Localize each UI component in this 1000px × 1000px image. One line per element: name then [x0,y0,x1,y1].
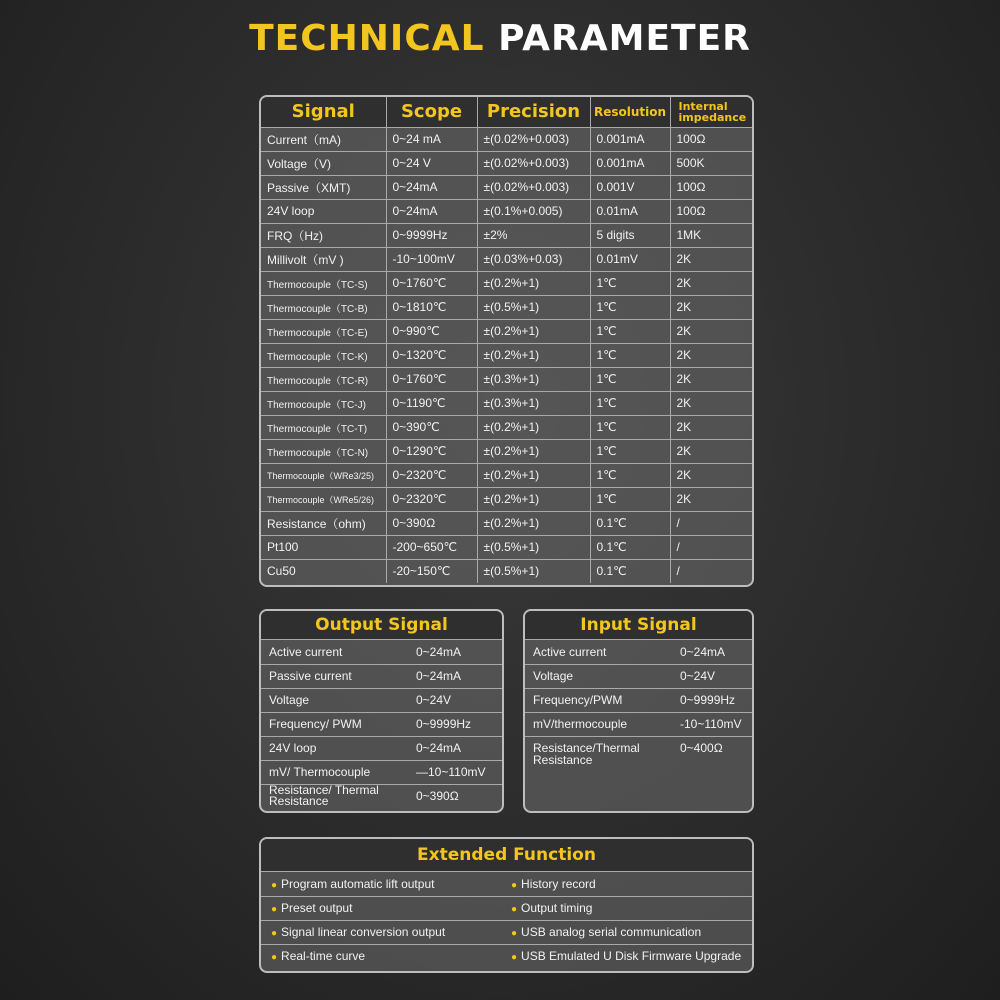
table-row [261,736,502,760]
feature-item [261,944,501,968]
feature-label: Program automatic lift output [281,876,435,891]
scope-cell: 0~1760℃ [386,367,477,391]
table-row [261,640,502,664]
impedance-cell: / [670,559,752,583]
bullet-icon: ● [511,928,518,939]
signal-label: 24V loop [261,736,408,760]
impedance-cell: 2K [670,319,752,343]
signal-range: —10~110mV [408,760,502,784]
impedance-cell: 100Ω [670,175,752,199]
signal-label: Active current [261,640,408,664]
table-row [261,559,752,583]
bullet-icon: ● [511,952,518,964]
output-signal-panel [259,609,504,813]
signal-label: Passive current [261,664,408,688]
feature-item [501,896,752,920]
feature-label: USB analog serial communication [521,925,702,939]
table-row [261,343,752,367]
scope-cell: 0~24 V [386,151,477,175]
table-row [525,640,752,664]
signal-cell: Thermocouple（TC-N) [261,439,386,463]
signal-range: 0~24mA [408,640,502,664]
resolution-cell: 1℃ [590,343,670,367]
precision-cell: ±(0.2%+1) [477,319,590,343]
impedance-cell: 100Ω [670,199,752,223]
precision-cell: ±(0.2%+1) [477,343,590,367]
page-title [0,18,1000,59]
bullet-icon: ● [271,879,278,891]
table-row [525,736,752,766]
signal-range: 0~24V [672,664,752,688]
impedance-cell: 2K [670,463,752,487]
feature-label: History record [521,876,596,891]
signal-range: 0~400Ω [680,740,723,755]
input-signal-title: Input Signal [525,611,752,640]
impedance-cell: 2K [670,271,752,295]
signal-cell: Voltage（V) [261,151,386,175]
table-row [261,463,752,487]
scope-cell: 0~24mA [386,175,477,199]
title-part2: PARAMETER [498,18,751,59]
resolution-cell: 0.001mA [590,151,670,175]
feature-item [501,872,752,896]
table-row [261,127,752,151]
table-row [261,535,752,559]
signal-range: 0~24mA [408,736,502,760]
feature-label: Real-time curve [281,949,366,964]
scope-cell: 0~2320℃ [386,463,477,487]
resolution-cell: 0.01mV [590,247,670,271]
scope-cell: 0~1760℃ [386,271,477,295]
feature-item [501,944,752,968]
impedance-cell: 2K [670,439,752,463]
precision-cell: ±(0.1%+0.005) [477,199,590,223]
output-signal-title: Output Signal [261,611,502,640]
scope-cell: -10~100mV [386,247,477,271]
signal-range: 0~9999Hz [672,688,752,712]
precision-cell: ±(0.5%+1) [477,295,590,319]
resolution-cell: 0.001mA [590,127,670,151]
table-row [261,439,752,463]
list-item [261,896,752,920]
table-row [261,415,752,439]
table-row [261,247,752,271]
table-row [261,784,502,808]
scope-cell: 0~1290℃ [386,439,477,463]
feature-label: Signal linear conversion output [281,925,446,939]
feature-label: USB Emulated U Disk Firmware Upgrade [521,949,742,964]
scope-cell: -20~150℃ [386,559,477,583]
impedance-cell: 2K [670,487,752,511]
signal-cell: Current（mA) [261,127,386,151]
signal-cell: Cu50 [261,559,386,583]
precision-cell: ±(0.2%+1) [477,271,590,295]
table-row [261,175,752,199]
table-row [261,688,502,712]
table-row [261,391,752,415]
resolution-cell: 1℃ [590,295,670,319]
resolution-cell: 1℃ [590,415,670,439]
resolution-cell: 0.001V [590,175,670,199]
feature-item [261,896,501,920]
signal-cell: Thermocouple（TC-T) [261,415,386,439]
precision-cell: ±(0.02%+0.003) [477,151,590,175]
signal-range: 0~24mA [408,664,502,688]
impedance-cell: 2K [670,343,752,367]
precision-cell: ±(0.5%+1) [477,535,590,559]
signal-label: mV/ Thermocouple [261,760,408,784]
signal-cell: Thermocouple（TC-K) [261,343,386,367]
scope-cell: 0~1190℃ [386,391,477,415]
signal-cell: Passive（XMT) [261,175,386,199]
scope-cell: 0~2320℃ [386,487,477,511]
precision-cell: ±(0.02%+0.003) [477,175,590,199]
scope-cell: 0~9999Hz [386,223,477,247]
signal-cell: Pt100 [261,535,386,559]
signal-cell: Thermocouple（TC-R) [261,367,386,391]
signal-cell: FRQ（Hz) [261,223,386,247]
precision-cell: ±(0.02%+0.003) [477,127,590,151]
scope-cell: 0~24mA [386,199,477,223]
impedance-cell: 100Ω [670,127,752,151]
table-row [261,223,752,247]
precision-cell: ±(0.5%+1) [477,559,590,583]
extended-function-title: Extended Function [261,839,752,872]
precision-cell: ±(0.2%+1) [477,415,590,439]
signal-label: Voltage [261,688,408,712]
signal-label: mV/thermocouple [525,712,672,736]
table-row [261,511,752,535]
scope-cell: 0~990℃ [386,319,477,343]
header-scope: Scope [386,97,477,127]
resolution-cell: 1℃ [590,271,670,295]
signal-label: Resistance/Thermal Resistance [533,740,640,767]
scope-cell: 0~390Ω [386,511,477,535]
resolution-cell: 0.01mA [590,199,670,223]
table-row [261,712,502,736]
signal-cell: 24V loop [261,199,386,223]
precision-cell: ±(0.2%+1) [477,439,590,463]
scope-cell: 0~1810℃ [386,295,477,319]
signal-cell: Thermocouple（WRe3/25) [261,463,386,487]
scope-cell: 0~1320℃ [386,343,477,367]
bullet-icon: ● [271,904,278,915]
table-row [525,688,752,712]
table-row [261,151,752,175]
table-row [261,664,502,688]
resolution-cell: 1℃ [590,367,670,391]
signal-cell: Thermocouple（WRe5/26) [261,487,386,511]
title-part1: TECHNICAL [249,18,485,59]
signal-label: Frequency/ PWM [261,712,408,736]
feature-label: Output timing [521,901,593,915]
bullet-icon: ● [271,928,278,939]
table-row [261,487,752,511]
resolution-cell: 0.1℃ [590,535,670,559]
resolution-cell: 0.1℃ [590,511,670,535]
resolution-cell: 1℃ [590,487,670,511]
signal-range: 0~24V [408,688,502,712]
bullet-icon: ● [271,952,278,964]
signal-cell: Thermocouple（TC-J) [261,391,386,415]
signal-label: Resistance/ Thermal Resistance [269,783,379,809]
signal-range: 0~9999Hz [408,712,502,736]
resolution-cell: 5 digits [590,223,670,247]
bullet-icon: ● [511,879,518,891]
signal-range: 0~24mA [672,640,752,664]
precision-cell: ±2% [477,223,590,247]
precision-cell: ±(0.2%+1) [477,463,590,487]
header-signal: Signal [261,97,386,127]
table-row [261,367,752,391]
precision-cell: ±(0.2%+1) [477,511,590,535]
table-row [261,760,502,784]
signal-range: 0~390Ω [416,789,459,804]
bullet-icon: ● [511,904,518,915]
impedance-cell: 2K [670,391,752,415]
feature-label: Preset output [281,901,353,915]
header-internal-impedance: Internal impedance [670,97,752,127]
impedance-cell: 2K [670,367,752,391]
table-row [525,712,752,736]
impedance-cell: 2K [670,295,752,319]
precision-cell: ±(0.3%+1) [477,367,590,391]
table-row [261,295,752,319]
resolution-cell: 1℃ [590,463,670,487]
impedance-cell: 2K [670,247,752,271]
signal-label: Frequency/PWM [525,688,672,712]
scope-cell: 0~24 mA [386,127,477,151]
table-row [261,271,752,295]
input-signal-panel [523,609,754,813]
table-row [261,319,752,343]
technical-parameter-table [259,95,754,587]
signal-cell: Resistance（ohm) [261,511,386,535]
signal-label: Voltage [525,664,672,688]
impedance-cell: 500K [670,151,752,175]
impedance-cell: / [670,535,752,559]
list-item [261,872,752,896]
scope-cell: 0~390℃ [386,415,477,439]
signal-cell: Thermocouple（TC-E) [261,319,386,343]
impedance-cell: 2K [670,415,752,439]
feature-item [261,872,501,896]
resolution-cell: 1℃ [590,319,670,343]
header-precision: Precision [477,97,590,127]
signal-cell: Thermocouple（TC-B) [261,295,386,319]
impedance-cell: 1MK [670,223,752,247]
signal-range: -10~110mV [672,712,752,736]
list-item [261,920,752,944]
header-resolution: Resolution [590,97,670,127]
feature-item [501,920,752,944]
precision-cell: ±(0.03%+0.03) [477,247,590,271]
signal-cell: Millivolt（mV ) [261,247,386,271]
impedance-cell: / [670,511,752,535]
signal-label: Active current [525,640,672,664]
precision-cell: ±(0.2%+1) [477,487,590,511]
table-row [261,199,752,223]
signal-cell: Thermocouple（TC-S) [261,271,386,295]
feature-item [261,920,501,944]
extended-function-panel [259,837,754,973]
precision-cell: ±(0.3%+1) [477,391,590,415]
table-row [525,664,752,688]
resolution-cell: 1℃ [590,439,670,463]
scope-cell: -200~650℃ [386,535,477,559]
resolution-cell: 0.1℃ [590,559,670,583]
resolution-cell: 1℃ [590,391,670,415]
list-item [261,944,752,968]
